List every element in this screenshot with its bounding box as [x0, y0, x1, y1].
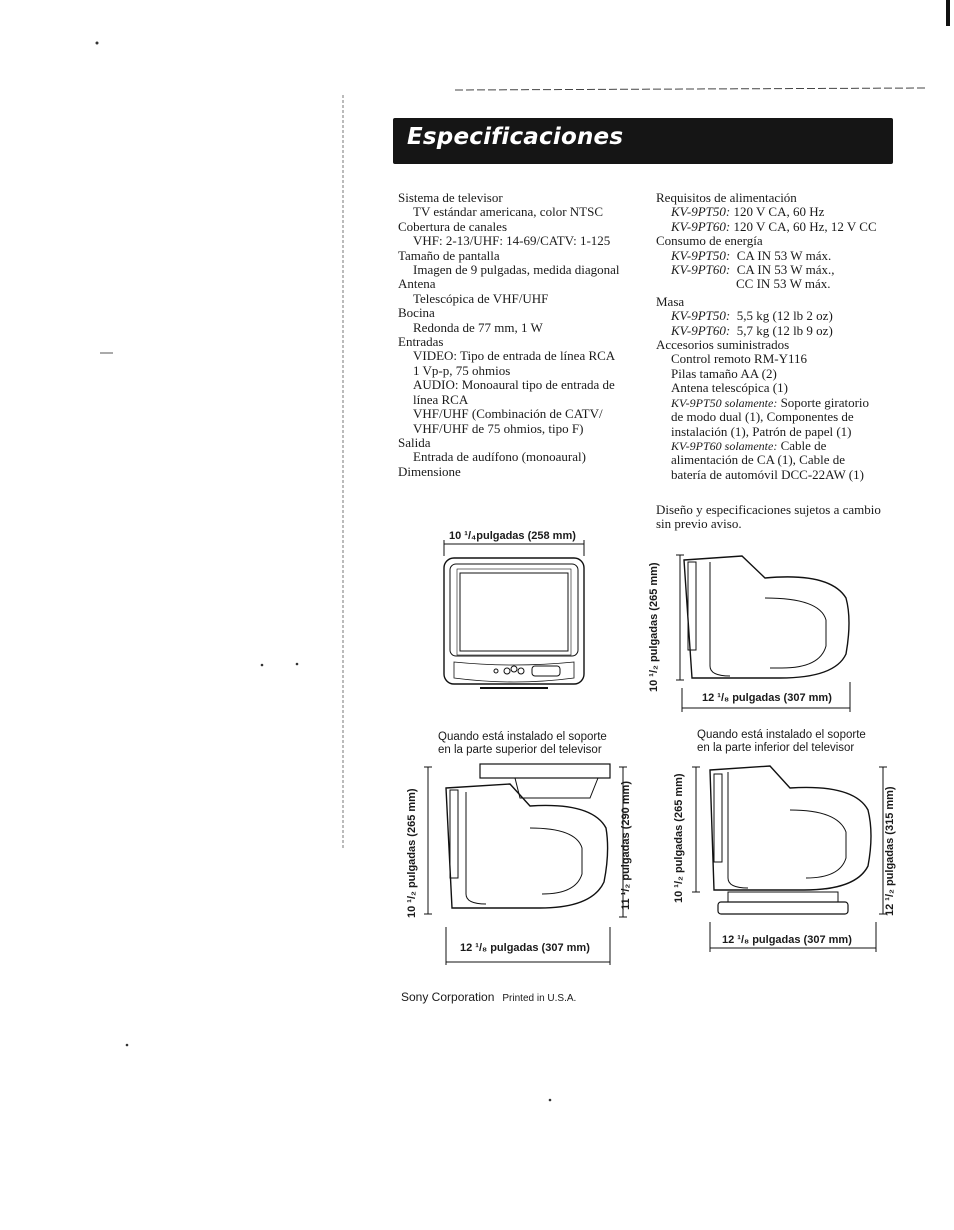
top-height-right-label: 11 ¹/₂ pulgadas (290 mm) [620, 781, 632, 910]
spec-line: VHF: 2-13/UHF: 14-69/CATV: 1-125 [413, 233, 611, 249]
title-banner [393, 118, 893, 164]
notice-line: sin previo aviso. [656, 516, 742, 532]
page-title: Especificaciones [407, 124, 624, 150]
spec-line: alimentación de CA (1), Cable de [671, 452, 846, 468]
spec-line: KV-9PT50: 120 V CA, 60 Hz [671, 204, 825, 220]
spec-line: Cobertura de canales [398, 218, 508, 234]
bottom-height-left-label: 10 ¹/₂ pulgadas (265 mm) [673, 773, 685, 903]
bottom-height-right-label: 12 ¹/₂ pulgadas (315 mm) [884, 786, 896, 916]
spec-line: Consumo de energía [656, 233, 763, 249]
caption-line: Quando está instalado el soporte [438, 731, 607, 743]
spec-line: Tamaño de pantalla [398, 247, 500, 263]
side-depth-label: 12 ¹/₈ pulgadas (307 mm) [702, 692, 832, 704]
spec-line: 1 Vp-p, 75 ohmios [413, 362, 511, 378]
footer [401, 990, 576, 1004]
spec-line: KV-9PT50: CA IN 53 W máx. [671, 247, 832, 263]
caption-line: en la parte superior del televisor [438, 744, 602, 756]
spec-line: Dimensione [398, 463, 461, 479]
spec-line: de modo dual (1), Componentes de [671, 409, 854, 425]
tv-bottom-stand-view [688, 762, 893, 962]
spec-line: KV-9PT50: 5,5 kg (12 lb 2 oz) [671, 308, 833, 324]
caption-line: Quando está instalado el soporte [697, 729, 866, 741]
spec-line: Entrada de audífono (monoaural) [413, 449, 586, 465]
spec-line: Accesorios suministrados [656, 337, 790, 353]
spec-line: Antena telescópica (1) [671, 380, 788, 396]
company-name: Sony Corporation [401, 990, 495, 1004]
bottom-stand-caption [697, 729, 866, 755]
spec-line: instalación (1), Patrón de papel (1) [671, 423, 852, 439]
printed-note: Printed in U.S.A. [502, 993, 577, 1004]
spec-line: Pilas tamaño AA (2) [671, 365, 777, 381]
spec-line: KV-9PT50 solamente: Soporte giratorio [671, 394, 870, 410]
bottom-depth-label: 12 ¹/₈ pulgadas (307 mm) [722, 934, 852, 946]
top-stand-caption [438, 731, 607, 757]
notice-text [656, 503, 881, 532]
spec-line: Sistema de televisor [398, 190, 503, 205]
spec-line: Entradas [398, 334, 444, 350]
tv-top-stand-view [420, 762, 630, 967]
side-height-label: 10 ¹/₂ pulgadas (265 mm) [648, 562, 660, 692]
top-height-left-label: 10 ¹/₂ pulgadas (265 mm) [406, 788, 418, 918]
spec-line: CC IN 53 W máx. [736, 276, 831, 292]
spec-line: Telescópica de VHF/UHF [413, 290, 549, 306]
spec-line: Bocina [398, 305, 435, 321]
top-depth-label: 12 ¹/₈ pulgadas (307 mm) [460, 942, 590, 954]
spec-line: VHF/UHF (Combinación de CATV/ [413, 406, 603, 422]
spec-line: Imagen de 9 pulgadas, medida diagonal [413, 262, 620, 278]
front-width-label: 10 ¹/₄pulgadas (258 mm) [449, 530, 576, 542]
spec-line: VIDEO: Tipo de entrada de línea RCA [413, 348, 616, 364]
spec-line: Redonda de 77 mm, 1 W [413, 319, 543, 335]
spec-line: KV-9PT60: CA IN 53 W máx., [671, 262, 835, 278]
spec-line: Requisitos de alimentación [656, 190, 797, 205]
spec-line: VHF/UHF de 75 ohmios, tipo F) [413, 420, 584, 436]
tv-front-view [440, 540, 590, 695]
spec-line: línea RCA [413, 391, 469, 407]
spec-line: KV-9PT60: 120 V CA, 60 Hz, 12 V CC [671, 218, 877, 234]
tv-side-view [670, 550, 860, 715]
spec-right-column [656, 191, 877, 482]
caption-line: en la parte inferior del televisor [697, 742, 855, 754]
spec-line: AUDIO: Monoaural tipo de entrada de [413, 377, 615, 393]
spec-line: KV-9PT60 solamente: Cable de [671, 437, 827, 453]
spec-line: Control remoto RM-Y116 [671, 351, 808, 367]
spec-line: batería de automóvil DCC-22AW (1) [671, 466, 864, 482]
notice-line: Diseño y especificaciones sujetos a cambio [656, 502, 881, 517]
spec-line: Salida [398, 434, 431, 450]
spec-line: TV estándar americana, color NTSC [413, 204, 603, 220]
spec-line: Masa [656, 293, 685, 309]
spec-line: Antena [398, 276, 436, 292]
spec-line: KV-9PT60: 5,7 kg (12 lb 9 oz) [671, 322, 833, 338]
spec-left-column [398, 191, 620, 479]
